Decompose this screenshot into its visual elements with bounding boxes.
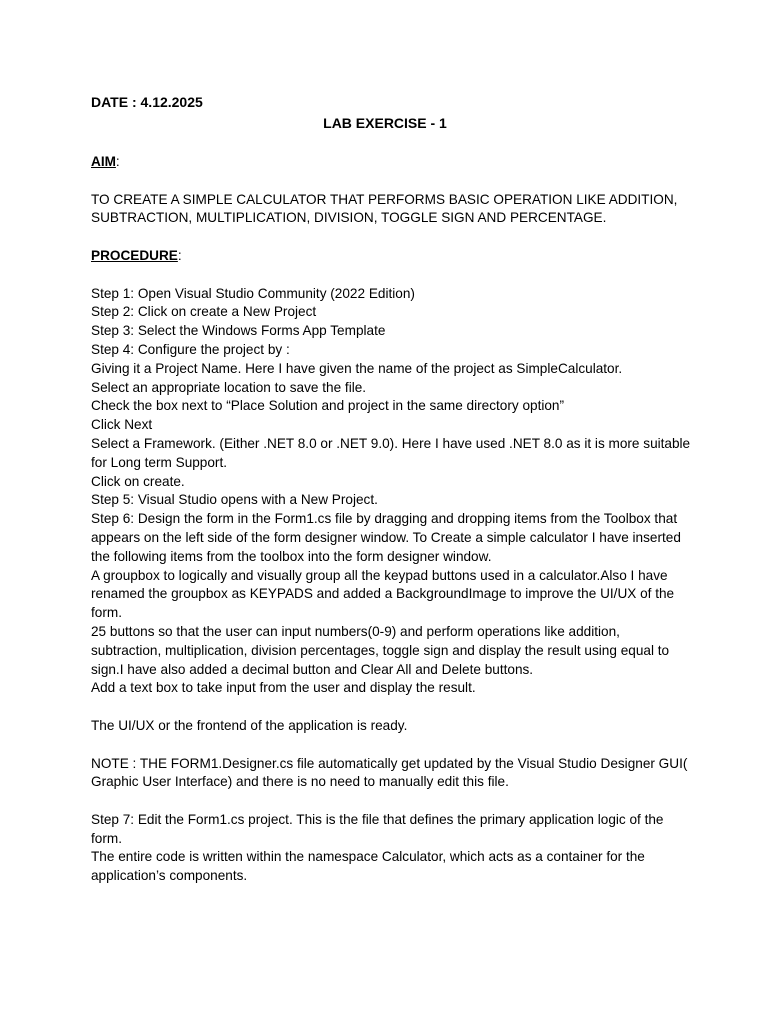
procedure-line: 25 buttons so that the user can input numbers(0-9) and perform operations like addition, subtraction, multiplication, division percentages, toggle sign and display the result using equal to sign.I have also added a decimal button and Clear All and Delete buttons.: [91, 623, 670, 677]
spacer: [91, 698, 691, 717]
procedure-heading: PROCEDURE: [91, 247, 178, 263]
step-7-text: Step 7: Edit the Form1.cs project. This is the file that defines the primary application logic of the form.: [91, 811, 664, 846]
aim-heading: AIM: [91, 154, 116, 169]
document-body: [91, 153, 691, 886]
procedure-heading-colon: :: [177, 247, 182, 263]
procedure-line: Step 1: Open Visual Studio Community (2022 Edition): [91, 285, 415, 301]
aim-heading-colon: :: [115, 154, 120, 169]
lab-exercise-title: LAB EXERCISE - 1: [323, 115, 447, 131]
spacer: [91, 266, 691, 285]
procedure-line: Click on create.: [91, 473, 185, 489]
document-date: DATE : 4.12.2025: [91, 94, 203, 110]
procedure-line: Step 2: Click on create a New Project: [91, 304, 317, 320]
procedure-line: Click Next: [91, 417, 153, 433]
procedure-line: Step 3: Select the Windows Forms App Template: [91, 323, 386, 339]
procedure-line: Step 5: Visual Studio opens with a New Project.: [91, 492, 378, 508]
procedure-line: Step 6: Design the form in the Form1.cs file by dragging and dropping items from the Toolbox that appears on the left side of the form designer window. To Create a simple calculator I have inserted the following items from the toolbox into the form designer window.: [91, 511, 681, 564]
designer-note: NOTE : THE FORM1.Designer.cs file automatically get updated by the Visual Studio Designer GUI( Graphic User Interface) and there is no need to manually edit this file.: [91, 755, 688, 790]
procedure-line: Select an appropriate location to save the file.: [91, 379, 367, 395]
aim-heading-line: [91, 153, 691, 172]
procedure-line: A groupbox to logically and visually group all the keypad buttons used in a calculator.Also I have renamed the groupbox as KEYPADS and added a BackgroundImage to improve the UI/UX of the form.: [91, 567, 675, 621]
procedure-line: Step 4: Configure the project by :: [91, 341, 290, 357]
procedure-heading-line: [91, 247, 691, 266]
spacer: [91, 736, 691, 755]
procedure-line: Add a text box to take input from the user and display the result.: [91, 680, 476, 696]
namespace-text: The entire code is written within the namespace Calculator, which acts as a container for the application’s components.: [91, 849, 645, 884]
spacer: [91, 228, 691, 247]
procedure-line: Select a Framework. (Either .NET 8.0 or .NET 9.0). Here I have used .NET 8.0 as it is more suitable for Long term Support.: [91, 435, 691, 470]
spacer: [91, 792, 691, 811]
spacer: [91, 172, 691, 191]
aim-text: TO CREATE A SIMPLE CALCULATOR THAT PERFORMS BASIC OPERATION LIKE ADDITION, SUBTRACTION, MULTIPLICATION, DIVISION, TOGGLE SIGN AND PERCENTAGE.: [91, 191, 678, 226]
ui-ready-text: The UI/UX or the frontend of the application is ready.: [91, 717, 408, 733]
procedure-line: Giving it a Project Name. Here I have given the name of the project as SimpleCalculator.: [91, 360, 623, 376]
procedure-line: Check the box next to “Place Solution and project in the same directory option”: [91, 398, 565, 414]
